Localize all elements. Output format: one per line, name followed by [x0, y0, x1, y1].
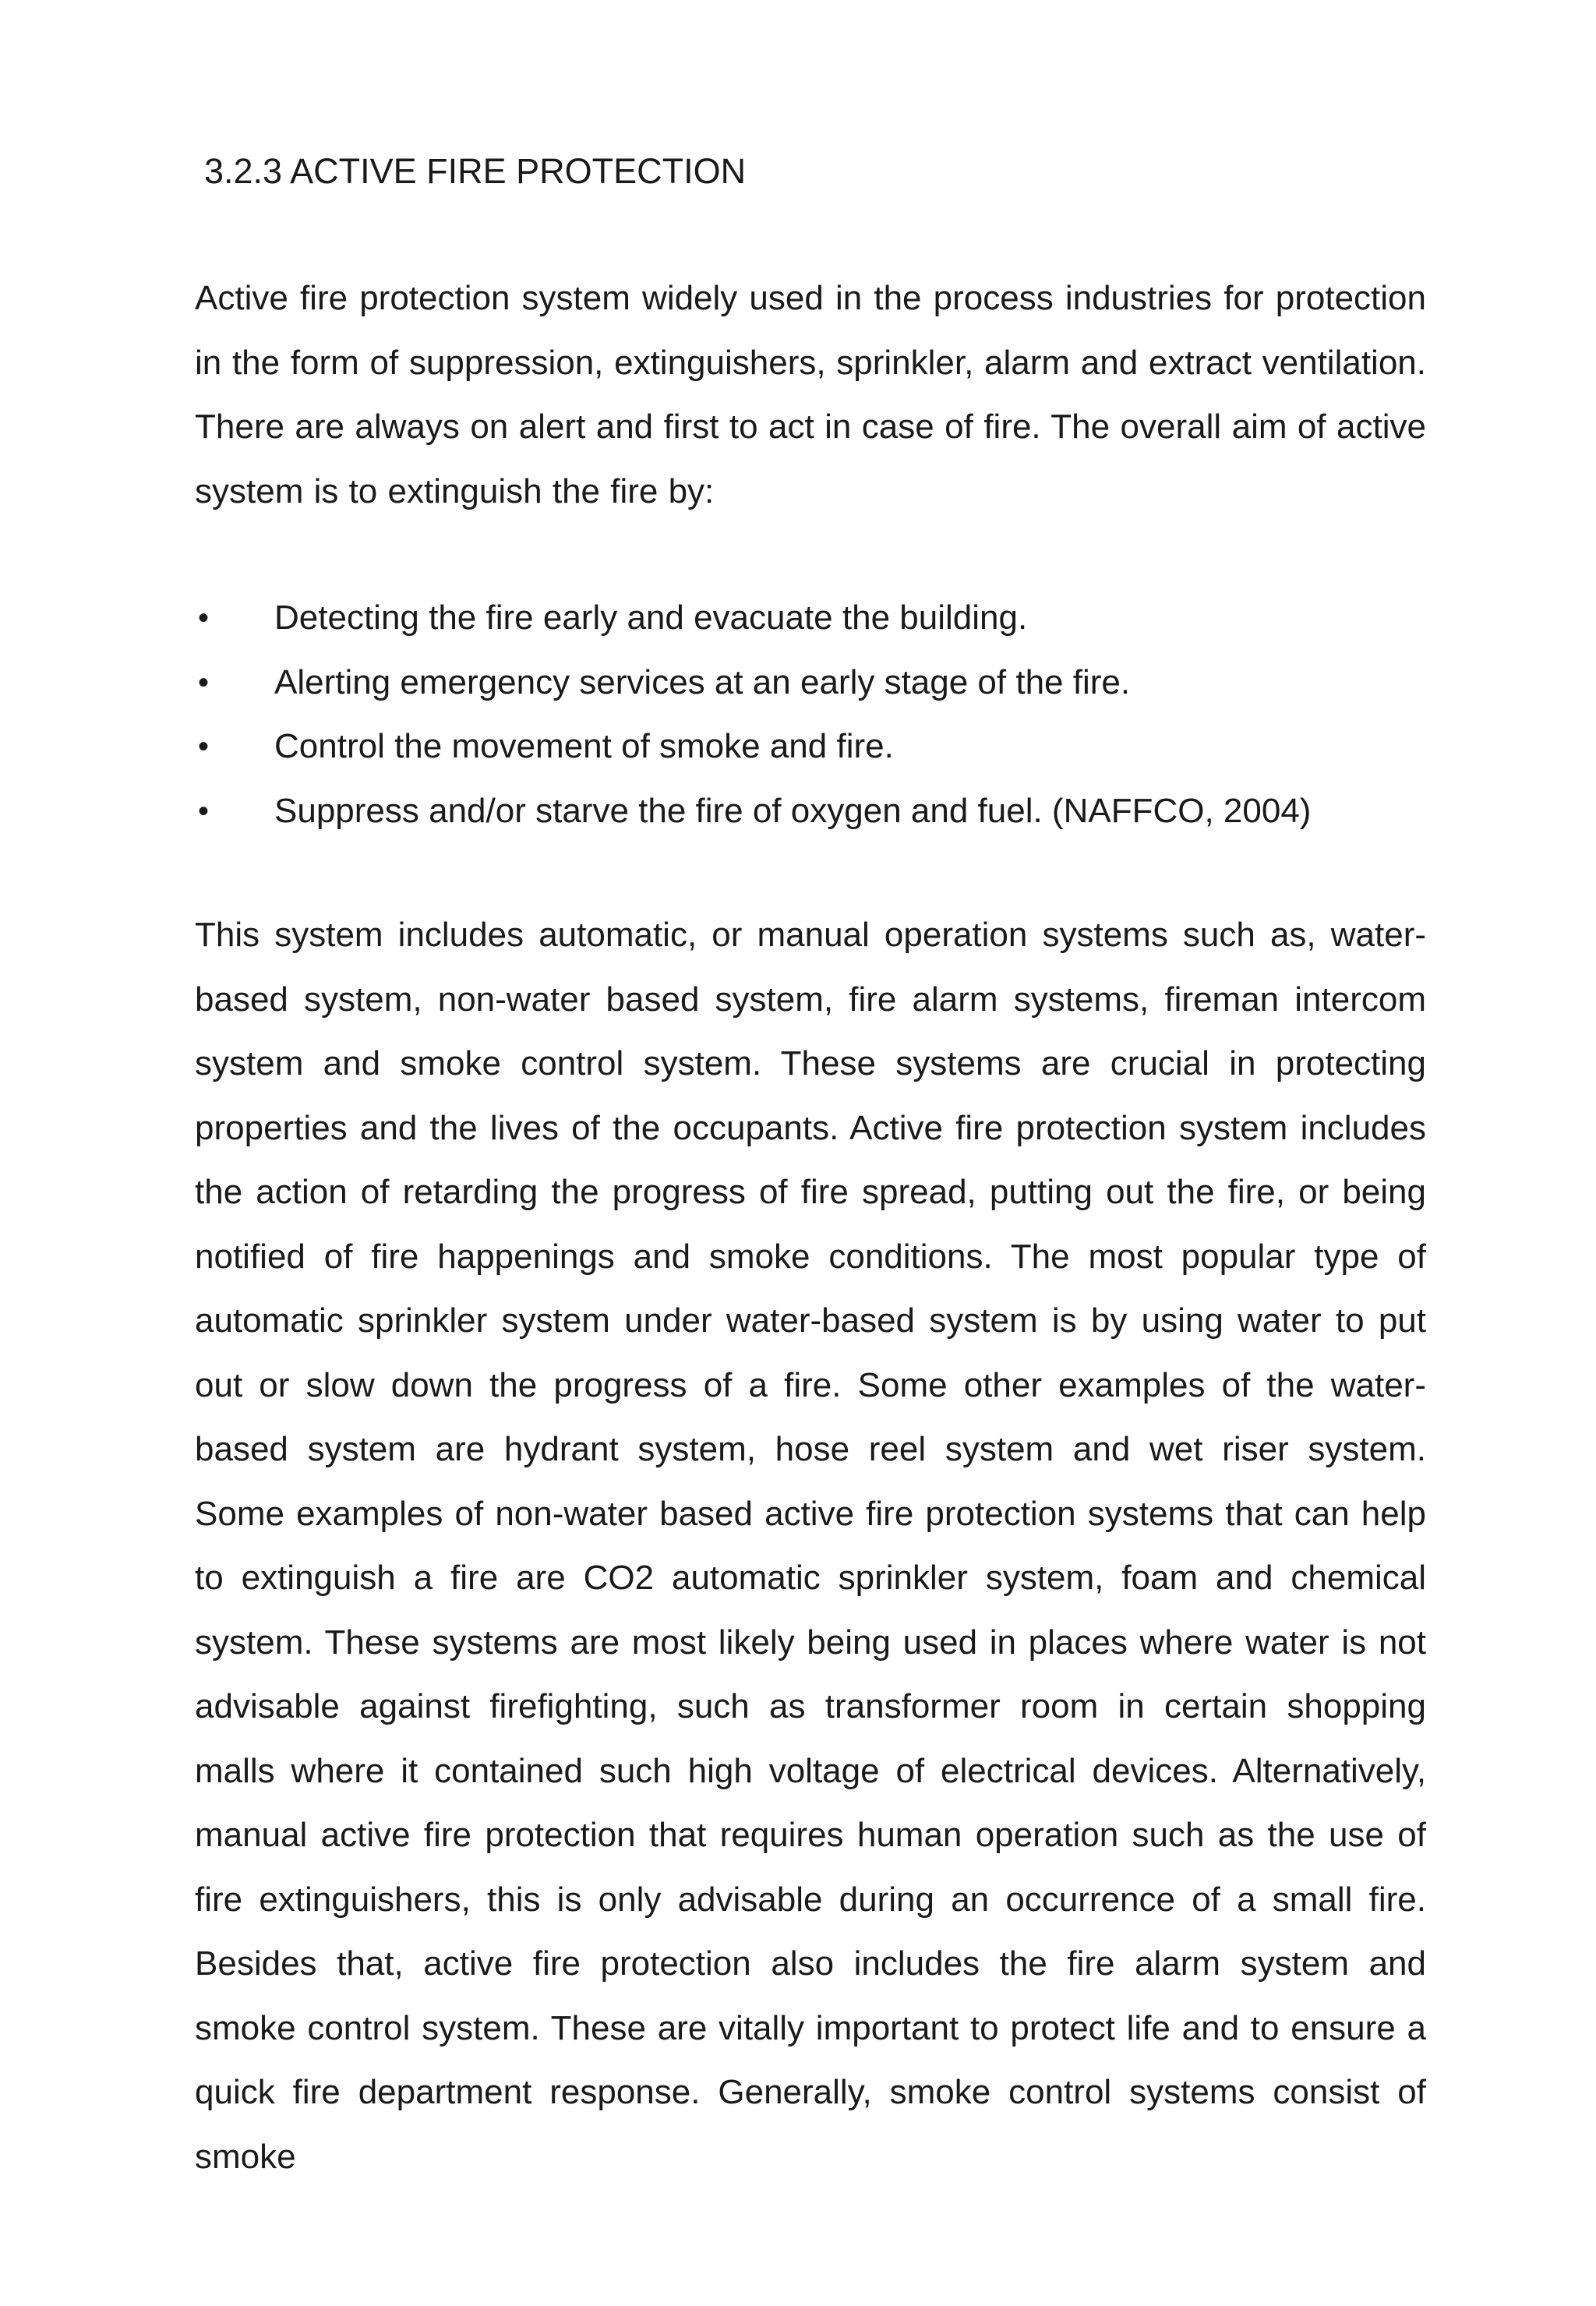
bullet-icon: •: [198, 665, 210, 700]
bullet-icon: •: [198, 729, 210, 764]
list-item-text: Alerting emergency services at an early stage of the fire.: [274, 662, 1131, 701]
list-item: [195, 586, 1426, 651]
bullet-icon: •: [198, 793, 210, 828]
list-item: [195, 651, 1426, 715]
list-item: [195, 779, 1426, 844]
body-paragraph: This system includes automatic, or manual operation systems such as, water-based system, non-water based system, fire alarm systems, fireman intercom system and smoke control system. These systems are crucial in protecting properties and the lives of the occupants. Active fire protection system includes the action of retarding the progress of fire spread, putting out the fire, or being notified of fire happenings and smoke conditions. The most popular type of automatic sprinkler system under water-based system is by using water to put out or slow down the progress of a fire. Some other examples of the water-based system are hydrant system, hose reel system and wet riser system. Some examples of non-water based active fire protection systems that can help to extinguish a fire are CO2 automatic sprinkler system, foam and chemical system. These systems are most likely being used in places where water is not advisable against firefighting, such as transformer room in certain shopping malls where it contained such high voltage of electrical devices. Alternatively, manual active fire protection that requires human operation such as the use of fire extinguishers, this is only advisable during an occurrence of a small fire. Besides that, active fire protection also includes the fire alarm system and smoke control system. These are vitally important to protect life and to ensure a quick fire department response. Generally, smoke control systems consist of smoke: [195, 916, 1426, 2176]
list-item-text: Suppress and/or starve the fire of oxygen and fuel. (NAFFCO, 2004): [274, 791, 1312, 830]
bullet-icon: •: [198, 601, 210, 635]
list-item: [195, 715, 1426, 779]
intro-paragraph: Active fire protection system widely used in the process industries for protection in the form of suppression, extinguishers, sprinkler, alarm and extract ventilation. There are always on alert and first to act in case of fire. The overall aim of active system is to extinguish the fire by:: [195, 279, 1426, 510]
section-heading: 3.2.3 ACTIVE FIRE PROTECTION: [204, 151, 747, 191]
list-item-text: Detecting the fire early and evacuate the building.: [274, 599, 1028, 637]
list-item-text: Control the movement of smoke and fire.: [274, 727, 894, 765]
aims-bullet-list: [195, 586, 1426, 843]
